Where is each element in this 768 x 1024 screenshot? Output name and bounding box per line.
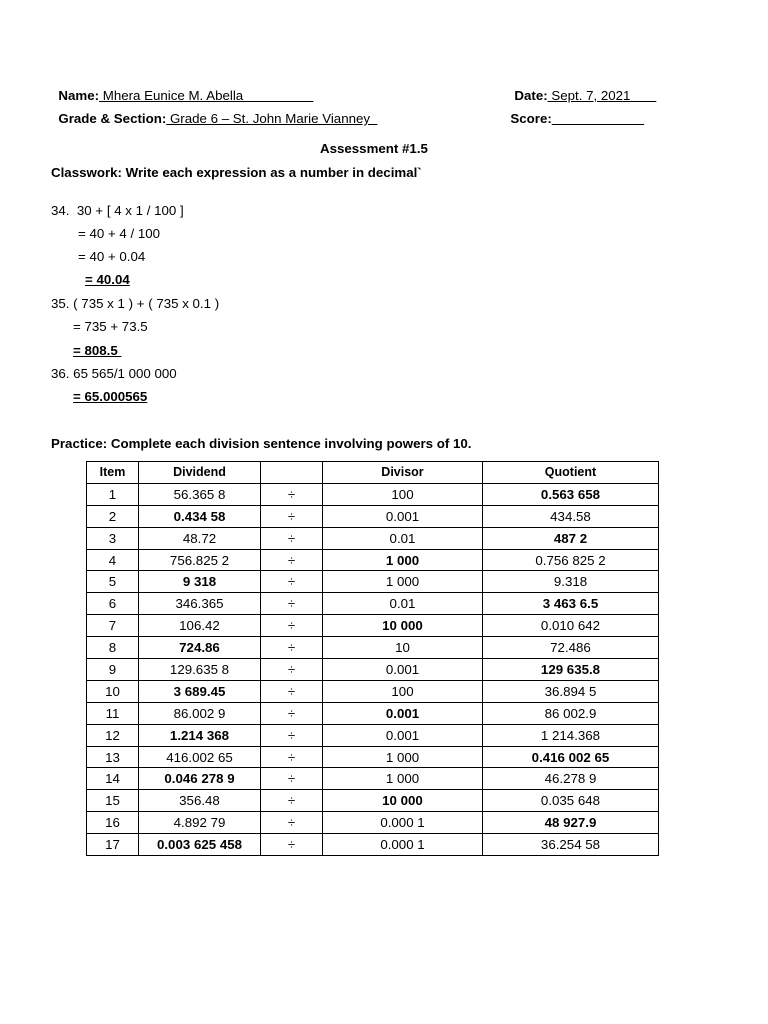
header-dividend: Dividend <box>139 462 261 484</box>
divisor-cell: 1 000 <box>323 571 483 593</box>
table-row <box>87 593 659 615</box>
dividend-cell: 416.002 65 <box>139 746 261 768</box>
division-sign: ÷ <box>261 724 323 746</box>
quotient-cell: 48 927.9 <box>483 812 659 834</box>
division-sign: ÷ <box>261 812 323 834</box>
problem-34-step-1: = 40 + 4 / 100 <box>78 226 161 241</box>
table-row <box>87 659 659 681</box>
quotient-cell: 9.318 <box>483 571 659 593</box>
divisor-cell: 100 <box>323 680 483 702</box>
dividend-cell: 48.72 <box>139 527 261 549</box>
header-quotient: Quotient <box>483 462 659 484</box>
quotient-cell: 1 214.368 <box>483 724 659 746</box>
table-row <box>87 724 659 746</box>
dividend-cell: 0.003 625 458 <box>139 834 261 856</box>
table-row <box>87 702 659 724</box>
division-sign: ÷ <box>261 571 323 593</box>
divisor-cell: 10 <box>323 637 483 659</box>
header-item: Item <box>87 462 139 484</box>
dividend-cell: 9 318 <box>139 571 261 593</box>
division-table <box>86 461 659 856</box>
quotient-cell: 434.58 <box>483 505 659 527</box>
assessment-title: Assessment #1.5 <box>320 141 428 156</box>
dividend-cell: 56.365 8 <box>139 483 261 505</box>
quotient-cell: 36.894 5 <box>483 680 659 702</box>
name-label: Name: <box>58 88 100 103</box>
table-row <box>87 790 659 812</box>
division-sign: ÷ <box>261 680 323 702</box>
quotient-cell: 487 2 <box>483 527 659 549</box>
divisor-cell: 0.001 <box>323 724 483 746</box>
item-cell: 12 <box>87 724 139 746</box>
quotient-cell: 46.278 9 <box>483 768 659 790</box>
division-sign: ÷ <box>261 483 323 505</box>
quotient-cell: 72.486 <box>483 637 659 659</box>
problem-35-answer: = 808.5 <box>73 343 122 358</box>
problem-35: 35. ( 735 x 1 ) + ( 735 x 0.1 ) <box>51 296 220 311</box>
item-cell: 3 <box>87 527 139 549</box>
divisor-cell: 1 000 <box>323 746 483 768</box>
quotient-cell: 0.756 825 2 <box>483 549 659 571</box>
division-sign: ÷ <box>261 834 323 856</box>
table-row <box>87 483 659 505</box>
table-row <box>87 746 659 768</box>
item-cell: 14 <box>87 768 139 790</box>
name-value: Mhera Eunice M. Abella <box>99 88 314 103</box>
dividend-cell: 756.825 2 <box>139 549 261 571</box>
table-row <box>87 549 659 571</box>
divisor-cell: 10 000 <box>323 790 483 812</box>
item-cell: 5 <box>87 571 139 593</box>
item-cell: 2 <box>87 505 139 527</box>
divisor-cell: 1 000 <box>323 768 483 790</box>
dividend-cell: 86.002 9 <box>139 702 261 724</box>
division-sign: ÷ <box>261 593 323 615</box>
score-field <box>503 95 644 127</box>
grade-section-field <box>51 95 377 127</box>
header-operator <box>261 462 323 484</box>
division-sign: ÷ <box>261 527 323 549</box>
divisor-cell: 1 000 <box>323 549 483 571</box>
problem-36: 36. 65 565/1 000 000 <box>51 366 177 381</box>
table-row <box>87 637 659 659</box>
division-sign: ÷ <box>261 637 323 659</box>
item-cell: 1 <box>87 483 139 505</box>
table-row <box>87 680 659 702</box>
table-row <box>87 812 659 834</box>
item-cell: 16 <box>87 812 139 834</box>
division-sign: ÷ <box>261 768 323 790</box>
quotient-cell: 129 635.8 <box>483 659 659 681</box>
table-row <box>87 505 659 527</box>
division-sign: ÷ <box>261 549 323 571</box>
dividend-cell: 0.434 58 <box>139 505 261 527</box>
item-cell: 15 <box>87 790 139 812</box>
item-cell: 13 <box>87 746 139 768</box>
header-divisor: Divisor <box>323 462 483 484</box>
dividend-cell: 356.48 <box>139 790 261 812</box>
dividend-cell: 724.86 <box>139 637 261 659</box>
date-label: Date: <box>514 88 548 103</box>
quotient-cell: 0.035 648 <box>483 790 659 812</box>
score-label: Score: <box>510 111 552 126</box>
problem-36-answer: = 65.000565 <box>73 389 148 404</box>
quotient-cell: 3 463 6.5 <box>483 593 659 615</box>
dividend-cell: 3 689.45 <box>139 680 261 702</box>
date-value: Sept. 7, 2021 <box>547 88 657 103</box>
item-cell: 11 <box>87 702 139 724</box>
division-sign: ÷ <box>261 659 323 681</box>
division-sign: ÷ <box>261 746 323 768</box>
quotient-cell: 0.010 642 <box>483 615 659 637</box>
divisor-cell: 0.001 <box>323 659 483 681</box>
quotient-cell: 0.563 658 <box>483 483 659 505</box>
division-sign: ÷ <box>261 790 323 812</box>
score-value <box>552 111 644 126</box>
divisor-cell: 10 000 <box>323 615 483 637</box>
divisor-cell: 0.01 <box>323 593 483 615</box>
quotient-cell: 36.254 58 <box>483 834 659 856</box>
item-cell: 4 <box>87 549 139 571</box>
division-sign: ÷ <box>261 615 323 637</box>
divisor-cell: 0.001 <box>323 702 483 724</box>
problem-34-answer: = 40.04 <box>85 272 130 287</box>
problem-34: 34. 30 + [ 4 x 1 / 100 ] <box>51 203 184 218</box>
table-row <box>87 834 659 856</box>
item-cell: 10 <box>87 680 139 702</box>
divisor-cell: 0.000 1 <box>323 834 483 856</box>
divisor-cell: 100 <box>323 483 483 505</box>
table-row <box>87 571 659 593</box>
quotient-cell: 86 002.9 <box>483 702 659 724</box>
table-row <box>87 768 659 790</box>
grade-section-label: Grade & Section: <box>58 111 167 126</box>
practice-heading: Practice: Complete each division sentence involving powers of 10. <box>51 436 472 451</box>
classwork-heading: Classwork: Write each expression as a number in decimal` <box>51 165 422 180</box>
item-cell: 7 <box>87 615 139 637</box>
dividend-cell: 106.42 <box>139 615 261 637</box>
item-cell: 8 <box>87 637 139 659</box>
dividend-cell: 346.365 <box>139 593 261 615</box>
divisor-cell: 0.01 <box>323 527 483 549</box>
grade-section-value: Grade 6 – St. John Marie Vianney <box>166 111 378 126</box>
division-sign: ÷ <box>261 702 323 724</box>
dividend-cell: 4.892 79 <box>139 812 261 834</box>
dividend-cell: 1.214 368 <box>139 724 261 746</box>
problem-35-step-1: = 735 + 73.5 <box>73 319 148 334</box>
division-sign: ÷ <box>261 505 323 527</box>
divisor-cell: 0.001 <box>323 505 483 527</box>
table-header-row <box>87 462 659 484</box>
item-cell: 6 <box>87 593 139 615</box>
dividend-cell: 129.635 8 <box>139 659 261 681</box>
divisor-cell: 0.000 1 <box>323 812 483 834</box>
table-row <box>87 527 659 549</box>
item-cell: 17 <box>87 834 139 856</box>
problem-34-step-2: = 40 + 0.04 <box>78 249 146 264</box>
table-row <box>87 615 659 637</box>
dividend-cell: 0.046 278 9 <box>139 768 261 790</box>
item-cell: 9 <box>87 659 139 681</box>
quotient-cell: 0.416 002 65 <box>483 746 659 768</box>
